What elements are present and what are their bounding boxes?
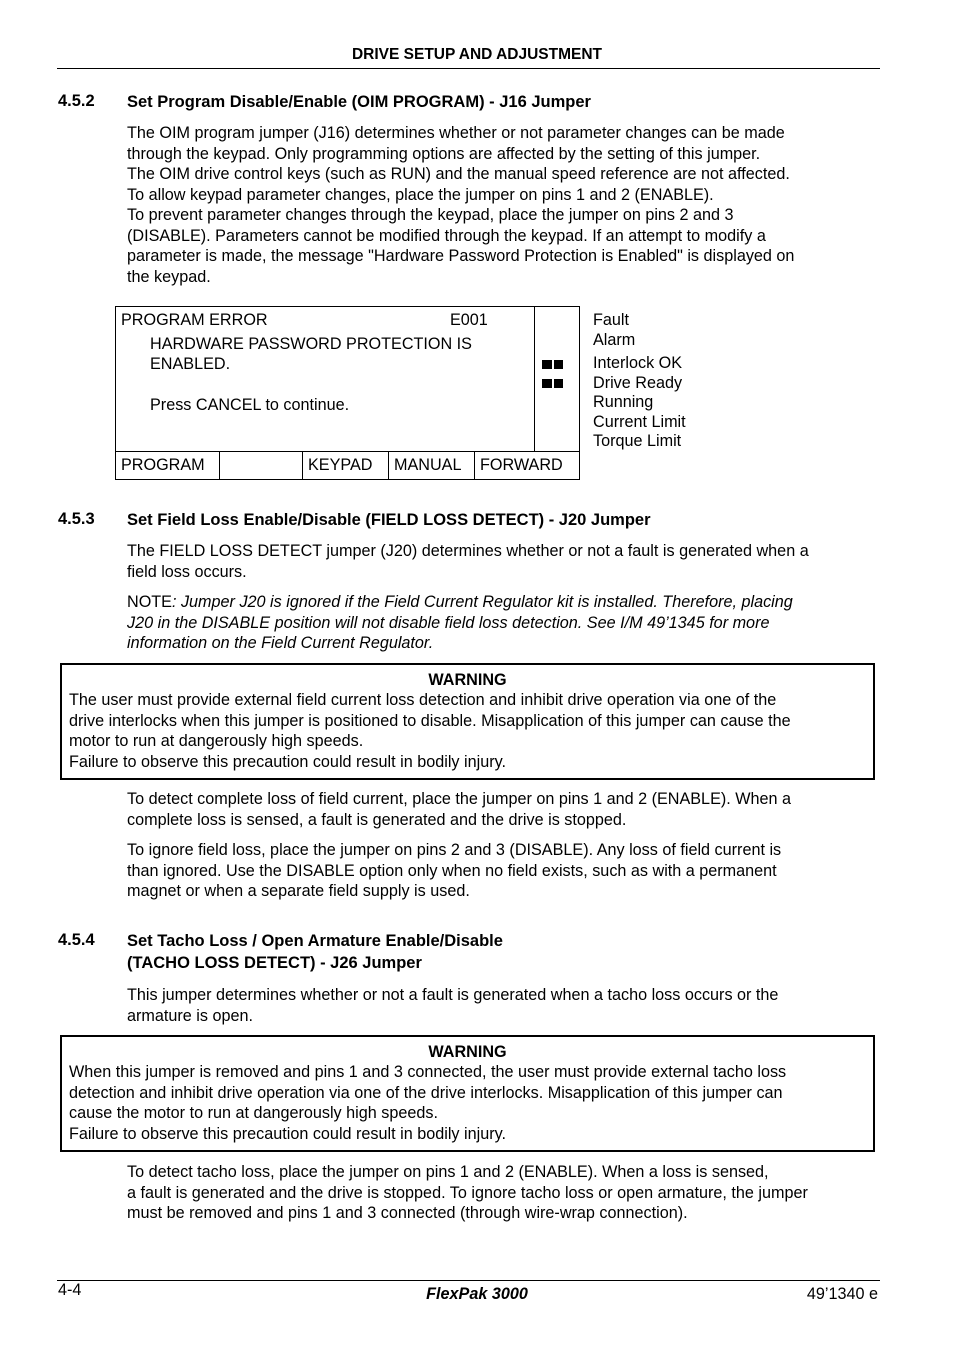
warning-line: The user must provide external field current loss detection and inhibit drive operation via one of the xyxy=(69,691,777,709)
note-line: : Jumper J20 is ignored if the Field Current Regulator kit is installed. Therefore, placing xyxy=(171,593,793,611)
section-453-disable-text xyxy=(127,840,882,902)
paragraph-line: complete loss is sensed, a fault is generated and the drive is stopped. xyxy=(127,810,627,829)
paragraph-line: To prevent parameter changes through the keypad, place the jumper on pins 2 and 3 xyxy=(127,206,734,224)
oim-manual-button[interactable]: MANUAL xyxy=(389,452,475,479)
warning-line: motor to run at dangerously high speeds. xyxy=(69,732,364,750)
section-number-454: 4.5.4 xyxy=(58,931,95,949)
paragraph-line: To detect tacho loss, place the jumper on pins 1 and 2 (ENABLE). When a loss is sensed, xyxy=(127,1163,769,1181)
paragraph-line: This jumper determines whether or not a fault is generated when a tacho loss occurs or the xyxy=(127,986,779,1004)
warning-line: drive interlocks when this jumper is positioned to disable. Misapplication of this jumper can cause the xyxy=(69,711,791,730)
oim-led-divider xyxy=(534,307,535,451)
status-label-fault: Fault xyxy=(593,311,629,329)
warning-line: cause the motor to run at dangerously high speeds. xyxy=(69,1104,438,1122)
section-454-intro xyxy=(127,985,882,1026)
oim-status-legend xyxy=(593,311,635,350)
oim-error-title: PROGRAM ERROR xyxy=(121,311,268,329)
led-interlock-ok-icon xyxy=(542,360,563,369)
warning-title: WARNING xyxy=(428,1043,507,1061)
oim-keypad-button[interactable]: KEYPAD xyxy=(303,452,389,479)
footer-page-number: 4-4 xyxy=(58,1281,82,1299)
warning-box-tacho-loss xyxy=(60,1035,875,1152)
section-number-452: 4.5.2 xyxy=(58,92,95,110)
footer-product-name: FlexPak 3000 xyxy=(426,1285,528,1303)
warning-line: Failure to observe this precaution could result in bodily injury. xyxy=(69,752,506,771)
page-header-title: DRIVE SETUP AND ADJUSTMENT xyxy=(351,46,603,63)
oim-program-button[interactable]: PROGRAM xyxy=(116,452,220,479)
oim-error-code: E001 xyxy=(450,311,488,329)
section-452-body xyxy=(127,123,882,287)
paragraph-line: than ignored. Use the DISABLE option only when no field exists, such as with a permanent xyxy=(127,861,777,880)
oim-prompt: Press CANCEL to continue. xyxy=(150,396,350,414)
note-line: information on the Field Current Regulator. xyxy=(127,634,434,652)
paragraph-line: a fault is generated and the drive is stopped. To ignore tacho loss or open armature, the jumper xyxy=(127,1183,808,1202)
paragraph-line: The OIM program jumper (J16) determines whether or not parameter changes can be made xyxy=(127,124,785,142)
led-drive-ready-icon xyxy=(542,379,563,388)
paragraph-line: magnet or when a separate field supply is used. xyxy=(127,882,470,900)
paragraph-line: To detect complete loss of field current, place the jumper on pins 1 and 2 (ENABLE). When a xyxy=(127,790,792,808)
warning-body xyxy=(62,1062,873,1144)
oim-status-legend-lower xyxy=(593,354,686,452)
note-prefix: NOTE xyxy=(127,593,172,611)
section-title-453: Set Field Loss Enable/Disable (FIELD LOSS DETECT) - J20 Jumper xyxy=(127,511,651,529)
footer-rule xyxy=(57,1280,880,1281)
section-title-454 xyxy=(127,930,503,974)
paragraph-line: the keypad. xyxy=(127,267,211,286)
warning-title: WARNING xyxy=(428,671,507,689)
note-line: J20 in the DISABLE position will not disable field loss detection. See I/M 49’1345 for more xyxy=(127,613,770,632)
warning-line: detection and inhibit drive operation via one of the drive interlocks. Misapplication of this jumper can xyxy=(69,1083,783,1102)
paragraph-line: parameter is made, the message "Hardware Password Protection is Enabled" is displayed on xyxy=(127,247,795,265)
status-label-running: Running xyxy=(593,393,654,411)
warning-line: Failure to observe this precaution could result in bodily injury. xyxy=(69,1124,506,1143)
paragraph-line: The FIELD LOSS DETECT jumper (J20) determines whether or not a fault is generated when a xyxy=(127,542,809,560)
paragraph-line: (DISABLE). Parameters cannot be modified through the keypad. If an attempt to modify a xyxy=(127,226,766,245)
section-title-452: Set Program Disable/Enable (OIM PROGRAM) - J16 Jumper xyxy=(127,93,591,111)
paragraph-line: field loss occurs. xyxy=(127,562,247,581)
status-label-current-limit: Current Limit xyxy=(593,412,686,431)
status-label-alarm: Alarm xyxy=(593,330,636,349)
paragraph-line: armature is open. xyxy=(127,1006,253,1025)
paragraph-line: through the keypad. Only programming options are affected by the setting of this jumper. xyxy=(127,144,761,163)
oim-message-line2: ENABLED. xyxy=(150,355,231,373)
section-453-enable-text xyxy=(127,789,882,830)
paragraph-line: To allow keypad parameter changes, place the jumper on pins 1 and 2 (ENABLE). xyxy=(127,185,714,204)
status-label-interlock-ok: Interlock OK xyxy=(593,354,683,372)
section-title-line: (TACHO LOSS DETECT) - J26 Jumper xyxy=(127,954,422,972)
paragraph-line: To ignore field loss, place the jumper on pins 2 and 3 (DISABLE). Any loss of field current is xyxy=(127,841,782,859)
warning-body xyxy=(62,690,873,772)
status-label-drive-ready: Drive Ready xyxy=(593,373,683,392)
section-454-after-text xyxy=(127,1162,882,1224)
footer-doc-id: 49’1340 e xyxy=(806,1285,878,1303)
paragraph-line: must be removed and pins 1 and 3 connected (through wire-wrap connection). xyxy=(127,1204,688,1222)
section-title-line: Set Tacho Loss / Open Armature Enable/Disable xyxy=(127,932,503,950)
section-number-453: 4.5.3 xyxy=(58,510,95,528)
oim-forward-button[interactable]: FORWARD xyxy=(480,456,563,474)
status-label-torque-limit: Torque Limit xyxy=(593,432,682,450)
section-453-intro xyxy=(127,541,882,582)
oim-display xyxy=(115,306,580,480)
oim-message-line1: HARDWARE PASSWORD PROTECTION IS xyxy=(150,335,472,353)
paragraph-line: The OIM drive control keys (such as RUN) and the manual speed reference are not affected. xyxy=(127,165,790,183)
oim-blank-button[interactable] xyxy=(220,452,303,479)
section-453-note xyxy=(127,592,882,654)
header-rule xyxy=(57,68,880,69)
warning-line: When this jumper is removed and pins 1 and 3 connected, the user must provide external tacho loss xyxy=(69,1063,787,1081)
warning-box-field-loss xyxy=(60,663,875,780)
